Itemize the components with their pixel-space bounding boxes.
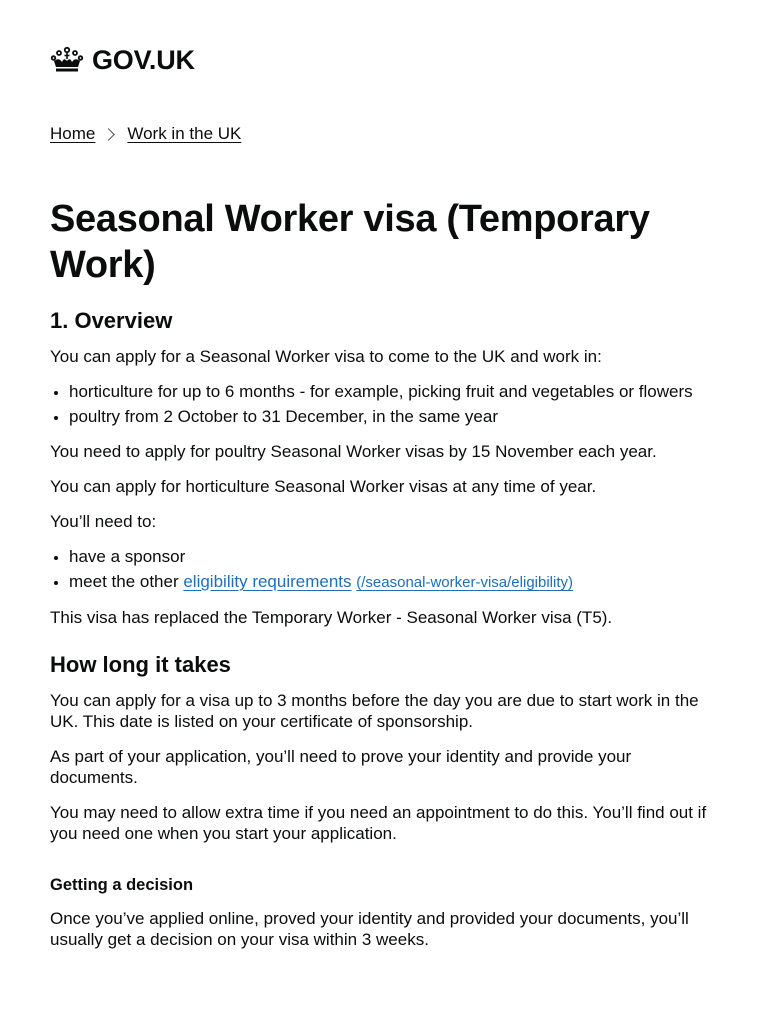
decision-paragraph: Once you’ve applied online, proved your identity and provided your documents, you’ll usually get a decision on your visa within 3 weeks. <box>50 909 689 949</box>
eligibility-requirements-link[interactable]: eligibility requirements <box>183 572 352 591</box>
chevron-right-icon <box>102 128 115 141</box>
list-item <box>69 571 718 593</box>
page-title: Seasonal Worker visa (Temporary Work) <box>50 198 650 286</box>
breadcrumb-home-link[interactable]: Home <box>50 124 96 143</box>
requirements-list <box>50 546 718 593</box>
how-long-paragraph-2: As part of your application, you’ll need to prove your identity and provide your documents. <box>50 747 632 787</box>
breadcrumb-work-in-uk-link[interactable]: Work in the UK <box>127 124 242 143</box>
decision-heading: Getting a decision <box>50 876 194 894</box>
work-types-list <box>50 381 718 427</box>
replaced-visa-text: This visa has replaced the Temporary Worker - Seasonal Worker visa (T5). <box>50 608 613 627</box>
requirements-prefix: meet the other <box>69 572 184 591</box>
list-item: • poultry from 2 October to 31 December, in the same year <box>69 406 718 427</box>
logo-text: GOV.UK <box>92 45 195 75</box>
list-item: • have a sponsor <box>69 546 718 567</box>
horticulture-text: You can apply for horticulture Seasonal Worker visas at any time of year. <box>50 477 597 496</box>
poultry-deadline-text: You need to apply for poultry Seasonal Worker visas by 15 November each year. <box>50 442 657 461</box>
how-long-paragraph-1: You can apply for a visa up to 3 months before the day you are due to start work in the UK. This date is listed on your certificate of sponsorship. <box>50 691 699 731</box>
site-header <box>50 0 718 120</box>
list-item: • horticulture for up to 6 months - for example, picking fruit and vegetables or flowers <box>69 381 718 402</box>
need-to-text: You’ll need to: <box>50 512 157 531</box>
govuk-logo-link[interactable] <box>50 44 195 76</box>
how-long-heading: How long it takes <box>50 652 231 677</box>
overview-intro: You can apply for a Seasonal Worker visa to come to the UK and work in: <box>50 347 602 366</box>
crown-icon <box>50 46 84 74</box>
how-long-paragraph-3: You may need to allow extra time if you need an appointment to do this. You’ll find out if you need one when you start your application. <box>50 803 707 843</box>
overview-heading: 1. Overview <box>50 308 173 333</box>
breadcrumb <box>50 122 718 146</box>
eligibility-link-path[interactable]: (/seasonal-worker-visa/eligibility) <box>356 574 573 591</box>
